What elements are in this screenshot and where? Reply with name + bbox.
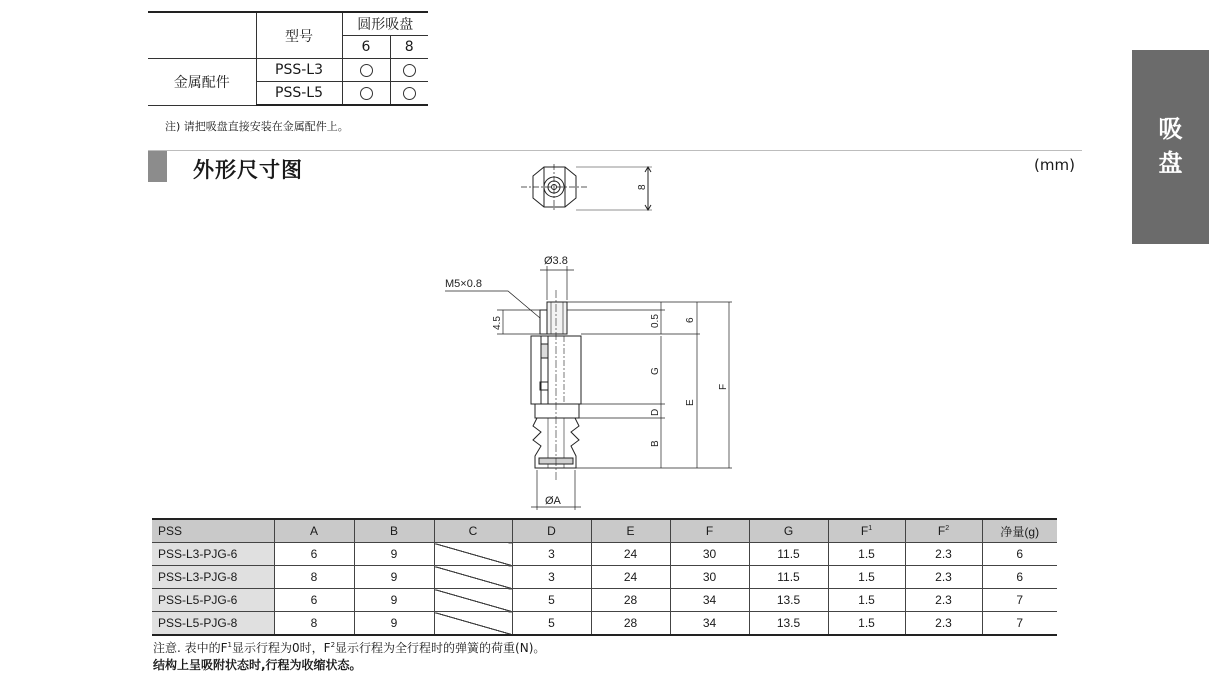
- compat-size-6: 6: [342, 36, 390, 59]
- col-header-g: G: [749, 519, 828, 543]
- compat-row-group: 金属配件: [148, 59, 256, 106]
- compat-note: 注) 请把吸盘直接安装在金属配件上。: [165, 120, 349, 133]
- col-header-f: F: [670, 519, 749, 543]
- dim-4-5: 4.5: [492, 316, 503, 330]
- table-row: PSS-L3-PJG-6 6 9 3 24 30 11.5 1.5 2.3 6: [152, 543, 1057, 566]
- compat-model-2: PSS-L5: [256, 82, 342, 106]
- compat-size-8: 8: [390, 36, 428, 59]
- dim-0-5: 0.5: [650, 314, 661, 328]
- section-title: 外形尺寸图: [193, 158, 303, 182]
- dimension-lines: [445, 266, 732, 510]
- side-tab-label[interactable]: 吸 盘: [1158, 115, 1183, 177]
- dim-d: D: [650, 408, 661, 416]
- not-applicable-cell: [434, 589, 512, 612]
- dim-f: F: [718, 383, 729, 390]
- compat-model-1: PSS-L3: [256, 59, 342, 82]
- dimensions-table: [152, 518, 1057, 636]
- side-view-body: [531, 290, 581, 480]
- col-header-d: D: [512, 519, 591, 543]
- col-header-a: A: [274, 519, 354, 543]
- table-row: PSS-L5-PJG-8 8 9 5 28 34 13.5 1.5 2.3 7: [152, 612, 1057, 636]
- compat-header-model: 型号: [256, 12, 342, 59]
- col-header-model: PSS: [152, 519, 274, 543]
- top-view-nut: [521, 164, 652, 210]
- unit-label: (mm): [1034, 156, 1075, 174]
- thread-spec-label: M5×0.8: [445, 278, 482, 290]
- not-applicable-cell: [434, 566, 512, 589]
- footnote-stroke: 结构上呈吸附状态时,行程为收缩状态。: [153, 658, 362, 672]
- compat-header-group: 圆形吸盘: [342, 12, 428, 36]
- dim-e: E: [685, 399, 696, 406]
- footnote-load: 注意. 表中的$F^1$显示行程为0时，$F^2$显示行程为全行程时的弹簧的荷重(N)。: [153, 641, 546, 655]
- not-applicable-cell: [434, 612, 512, 636]
- col-header-weight: 净量(g): [982, 519, 1057, 543]
- dim-g: G: [650, 367, 661, 375]
- dim-top-8: 8: [637, 184, 648, 190]
- table-row: PSS-L5-PJG-6 6 9 5 28 34 13.5 1.5 2.3 7: [152, 589, 1057, 612]
- dim-phi-a: ØA: [545, 495, 561, 507]
- col-header-f2: $F^2$: [905, 519, 982, 543]
- col-header-f1: $F^1$: [828, 519, 905, 543]
- dim-6: 6: [685, 317, 696, 323]
- col-header-c: C: [434, 519, 512, 543]
- dim-b: B: [650, 440, 661, 447]
- dim-phi-tip: Ø3.8: [544, 255, 568, 267]
- col-header-e: E: [591, 519, 670, 543]
- not-applicable-cell: [434, 543, 512, 566]
- col-header-b: B: [354, 519, 434, 543]
- table-row: PSS-L3-PJG-8 8 9 3 24 30 11.5 1.5 2.3 6: [152, 566, 1057, 589]
